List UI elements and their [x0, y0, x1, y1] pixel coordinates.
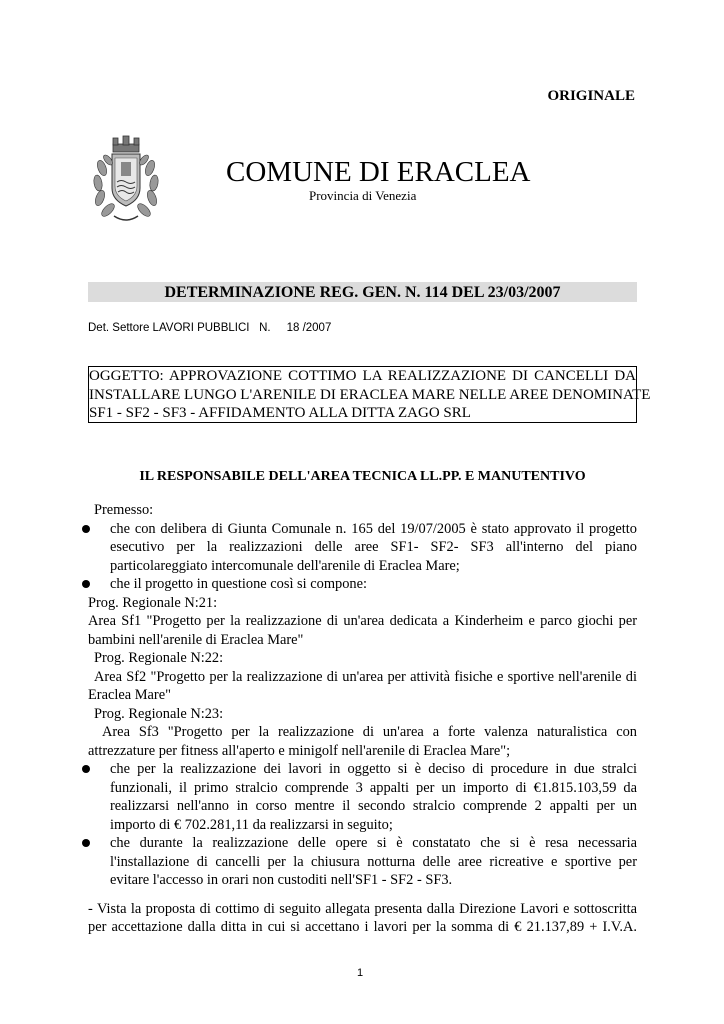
paragraph-line: che durante la realizzazione delle opere si è constatato che si è resa necessaria	[110, 835, 637, 851]
bullet-icon	[82, 580, 90, 588]
responsible-heading: IL RESPONSABILE DELL'AREA TECNICA LL.PP. E MANUTENTIVO	[139, 469, 586, 484]
sector-n-label: N.	[259, 322, 271, 334]
paragraph-line: che il progetto in questione così si compone:	[110, 576, 367, 592]
paragraph-line: che con delibera di Giunta Comunale n. 165 del 19/07/2005 è stato approvato il progetto	[110, 520, 637, 537]
sector-label: Det. Settore LAVORI PUBBLICI	[88, 322, 250, 334]
paragraph-line: importo di € 702.281,11 da realizzarsi in seguito;	[110, 816, 393, 833]
paragraph-line: l'installazione di cancelli per la chiusura notturna delle aree ricreative e sportive per	[110, 853, 637, 870]
paragraph-line: - Vista la proposta di cottimo di seguito allegata presenta dalla Direzione Lavori e sottoscritta	[88, 900, 637, 917]
paragraph-line: attrezzature per fitness all'aperto e minigolf nell'arenile di Eraclea Mare";	[88, 742, 511, 759]
subject-line: OGGETTO: APPROVAZIONE COTTIMO LA REALIZZAZIONE DI CANCELLI DA	[89, 368, 636, 384]
paragraph-line: Area Sf1 "Progetto per la realizzazione di un'area dedicata a Kinderheim e parco giochi per	[88, 613, 637, 629]
paragraph-line: Area Sf2 "Progetto per la realizzazione di un'area per attività fisiche e sportive nell'arenile di	[94, 668, 637, 685]
paragraph-line: che per la realizzazione dei lavori in oggetto si è deciso di procedure in due stralci	[110, 761, 637, 777]
subject-line: INSTALLARE LUNGO L'ARENILE DI ERACLEA MARE NELLE AREE DENOMINATE	[89, 386, 651, 403]
paragraph-line: particolareggiato intercomunale dell'arenile di Eraclea Mare;	[110, 557, 460, 574]
paragraph-line: per accettazione dalla ditta in cui si accettano i lavori per la somma di € 21.137,89 + I.V.A.	[88, 919, 637, 935]
list-item	[88, 834, 637, 890]
bullet-icon	[82, 525, 90, 533]
paragraph-line: Eraclea Mare"	[88, 687, 171, 703]
premesso-label: Premesso:	[94, 502, 154, 518]
program-label: Prog. Regionale N:22:	[94, 650, 224, 666]
list-item	[88, 575, 637, 594]
original-stamp: ORIGINALE	[547, 88, 635, 104]
list-item	[88, 760, 637, 834]
municipality-title: COMUNE DI ERACLEA	[226, 156, 531, 188]
municipal-crest-icon	[88, 128, 164, 232]
paragraph-line: Area Sf3 "Progetto per la realizzazione di un'area a forte valenza naturalistica con	[102, 724, 637, 740]
document-body	[88, 501, 637, 937]
sector-reference	[88, 322, 331, 334]
province-subtitle: Provincia di Venezia	[309, 188, 417, 203]
paragraph-line: esecutivo per la realizzazioni delle aree SF1- SF2- SF3 all'interno del piano	[110, 539, 637, 555]
program-label: Prog. Regionale N:21:	[88, 594, 218, 611]
list-item	[88, 520, 637, 576]
bullet-icon	[82, 765, 90, 773]
program-label: Prog. Regionale N:23:	[94, 705, 224, 722]
subject-box	[88, 366, 651, 423]
bullet-icon	[82, 839, 90, 847]
subject-line: SF1 - SF2 - SF3 - AFFIDAMENTO ALLA DITTA ZAGO SRL	[89, 405, 471, 421]
paragraph-line: bambini nell'arenile di Eraclea Mare"	[88, 631, 304, 648]
paragraph-line: realizzarsi nell'anno in corso mentre il secondo stralcio comprende 2 appalti per un	[110, 798, 637, 814]
sector-number: 18 /2007	[286, 322, 332, 334]
paragraph-line: evitare l'accesso in orari non custoditi nell'SF1 - SF2 - SF3.	[110, 872, 453, 888]
page-number: 1	[357, 967, 364, 979]
determination-title: DETERMINAZIONE REG. GEN. N. 114 DEL 23/03/2007	[88, 282, 637, 302]
paragraph-line: funzionali, il primo stralcio comprende 3 appalti per un importo di €1.815.103,59 da	[110, 779, 637, 796]
